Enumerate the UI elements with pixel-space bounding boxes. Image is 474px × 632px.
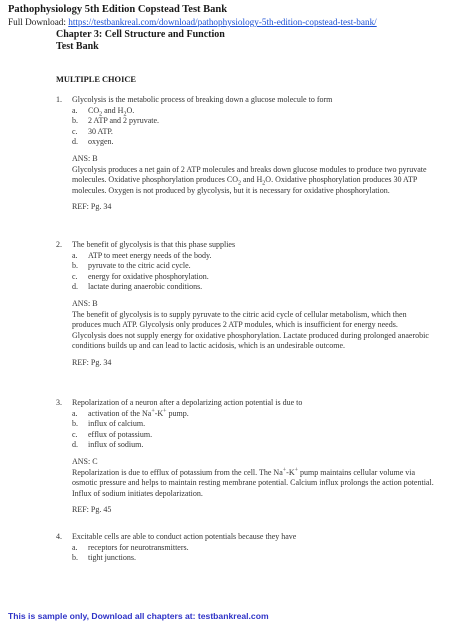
rationale: The benefit of glycolysis is to supply pyruvate to the citric acid cycle of cellular metabolism, which then produces much ATP. Glycolysis only produces 2 ATP modules, which is insufficient for energy needs. Glycolysis does not supply energy for oxidative phosphorylation. Lactate produced during prolonged anaerobic conditions builds up and can lead to lactic acidosis, which is an undesirable outcome. <box>72 309 429 351</box>
chapter-subtitle: Test Bank <box>56 40 99 52</box>
choice-list <box>72 409 434 451</box>
question-3 <box>56 398 434 516</box>
rationale: Repolarization is due to efflux of potassium from the cell. The Na+-K+ pump maintains cellular volume via osmotic pressure and helps to maintain resting membrane potential. Calcium influx prolongs the action potential. Influx of sodium initiates depolarization. <box>72 466 434 498</box>
section-heading: MULTIPLE CHOICE <box>56 75 136 84</box>
question-stem: Glycolysis is the metabolic process of breaking down a glucose molecule to form <box>72 95 333 104</box>
rationale: Glycolysis produces a net gain of 2 ATP molecules and breaks down glucose modules to produce two pyruvate molecules. Oxidative phosphorylation produces $CO_2$ and $H_2O$. Oxidative phosphorylation produces 30 ATP molecules. Oxygen is not produced by glycolysis, but it is necessary for oxidative phosphorylation. <box>72 164 427 195</box>
reference: REF: Pg. 34 <box>72 357 112 367</box>
choice-c: c. efflux of potassium. <box>72 429 153 439</box>
choice-a: a. activation of the Na+-K+ pump. <box>72 407 189 418</box>
page-header <box>8 3 468 28</box>
chapter-title: Chapter 3: Cell Structure and Function <box>56 29 225 40</box>
choice-b: b. 2 ATP and 2 pyruvate. <box>72 116 160 126</box>
question-2 <box>56 240 434 369</box>
download-line <box>8 16 468 28</box>
choice-c: c. energy for oxidative phosphorylation. <box>72 271 209 281</box>
choice-a: a. receptors for neurotransmitters. <box>72 542 189 552</box>
download-prefix: Full Download: <box>8 17 69 27</box>
answer-key: ANS: C <box>72 456 98 466</box>
choice-b: b. pyruvate to the citric acid cycle. <box>72 261 191 271</box>
question-stem: The benefit of glycolysis is that this phase supplies <box>72 240 236 249</box>
question-number: 3. <box>56 398 62 407</box>
choice-d: d. oxygen. <box>72 137 114 147</box>
question-number: 1. <box>56 95 62 104</box>
question-stem: Repolarization of a neuron after a depolarizing action potential is due to <box>72 398 303 407</box>
reference: REF: Pg. 45 <box>72 505 112 515</box>
question-stem: Excitable cells are able to conduct action potentials because they have <box>72 532 297 541</box>
choice-list <box>72 251 434 293</box>
choice-list <box>72 543 434 564</box>
choice-d: d. lactate during anaerobic conditions. <box>72 282 203 292</box>
answer-key: ANS: B <box>72 298 98 308</box>
document-title: Pathophysiology 5th Edition Copstead Test Bank <box>8 4 228 15</box>
choice-list <box>72 106 434 148</box>
choice-c: c. 30 ATP. <box>72 126 113 136</box>
question-number: 2. <box>56 240 62 249</box>
choice-b: b. tight junctions. <box>72 553 136 563</box>
footer-notice: This is sample only, Download all chapters at: testbankreal.com <box>8 611 269 621</box>
question-number: 4. <box>56 532 62 541</box>
question-4 <box>56 532 434 564</box>
chapter-heading <box>56 29 225 52</box>
choice-a: a. ATP to meet energy needs of the body. <box>72 250 212 260</box>
reference: REF: Pg. 34 <box>72 202 112 212</box>
answer-key: ANS: B <box>72 153 98 163</box>
choice-b: b. influx of calcium. <box>72 419 146 429</box>
download-link[interactable]: https://testbankreal.com/download/pathophysiology-5th-edition-copstead-test-bank/ <box>68 17 377 27</box>
choice-a: a. $CO_2$ and $H_2O$. <box>72 105 135 118</box>
choice-d: d. influx of sodium. <box>72 440 144 450</box>
question-1 <box>56 95 434 213</box>
